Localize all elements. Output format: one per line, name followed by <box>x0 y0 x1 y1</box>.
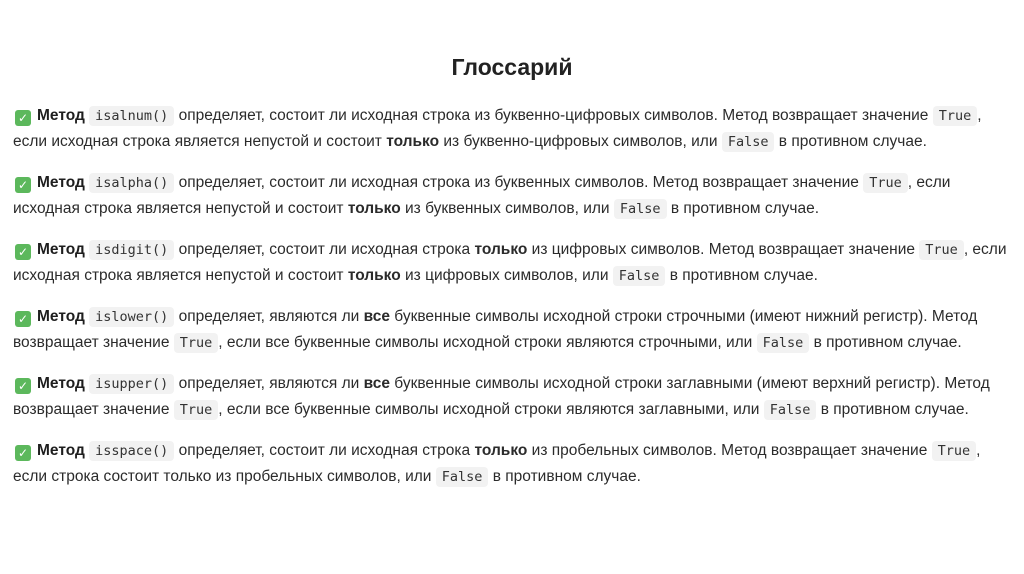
emphasis-text: только <box>474 442 528 459</box>
emphasis-text: все <box>363 375 390 392</box>
false-code: False <box>613 266 666 286</box>
glossary-entry-isspace <box>13 438 1013 490</box>
description-text: определяет, состоит ли исходная строка <box>178 241 471 258</box>
method-label: Метод <box>37 107 85 124</box>
description-text: буквенные символы исходной строки строчными (имеют нижний регистр). Метод возвращает значение <box>13 308 978 351</box>
false-code: False <box>764 400 817 420</box>
description-text: в противном случае. <box>670 200 819 217</box>
emphasis-text: только <box>474 241 528 258</box>
description-text: в противном случае. <box>778 133 927 150</box>
glossary-entry-islower <box>13 304 1013 356</box>
method-code: isalpha() <box>89 173 174 193</box>
method-code: isalnum() <box>89 106 174 126</box>
method-label: Метод <box>37 174 85 191</box>
false-code: False <box>614 199 667 219</box>
description-text: , если все буквенные символы исходной строки являются заглавными, или <box>218 401 760 418</box>
true-code: True <box>174 400 219 420</box>
method-code: isdigit() <box>89 240 174 260</box>
true-code: True <box>932 441 977 461</box>
method-label: Метод <box>37 308 85 325</box>
glossary-entry-isalpha <box>13 170 1013 222</box>
check-mark-icon: ✓ <box>15 311 31 327</box>
true-code: True <box>919 240 964 260</box>
emphasis-text: только <box>386 133 440 150</box>
glossary-entry-isupper <box>13 371 1013 423</box>
description-text: , если исходная строка является непустой и состоит <box>13 174 951 217</box>
description-text: определяет, состоит ли исходная строка из буквенно-цифровых символов. Метод возвращает значение <box>178 107 929 124</box>
glossary-entry-isdigit <box>13 237 1013 289</box>
description-text: в противном случае. <box>820 401 969 418</box>
description-text: в противном случае. <box>813 334 962 351</box>
description-text: определяет, состоит ли исходная строка <box>178 442 471 459</box>
true-code: True <box>863 173 908 193</box>
description-text: , если исходная строка является непустой и состоит <box>13 107 982 150</box>
method-label: Метод <box>37 442 85 459</box>
glossary-list <box>13 103 1013 505</box>
page-title: Глоссарий <box>451 54 573 80</box>
description-text: определяет, являются ли <box>178 308 360 325</box>
false-code: False <box>757 333 810 353</box>
description-text: из цифровых символов. Метод возвращает значение <box>531 241 915 258</box>
false-code: False <box>722 132 775 152</box>
check-mark-icon: ✓ <box>15 110 31 126</box>
true-code: True <box>174 333 219 353</box>
description-text: в противном случае. <box>492 468 641 485</box>
method-code: isupper() <box>89 374 174 394</box>
description-text: , если исходная строка является непустой и состоит <box>13 241 1007 284</box>
method-code: isspace() <box>89 441 174 461</box>
description-text: из цифровых символов, или <box>405 267 609 284</box>
description-text: определяет, являются ли <box>178 375 360 392</box>
description-text: , если все буквенные символы исходной строки являются строчными, или <box>218 334 753 351</box>
description-text: из буквенных символов, или <box>405 200 610 217</box>
check-mark-icon: ✓ <box>15 177 31 193</box>
description-text: буквенные символы исходной строки заглавными (имеют верхний регистр). Метод возвращает значение <box>13 375 990 418</box>
true-code: True <box>933 106 978 126</box>
description-text: из буквенно-цифровых символов, или <box>443 133 718 150</box>
false-code: False <box>436 467 489 487</box>
emphasis-text: все <box>363 308 390 325</box>
method-label: Метод <box>37 375 85 392</box>
description-text: из пробельных символов. Метод возвращает значение <box>531 442 928 459</box>
method-label: Метод <box>37 241 85 258</box>
method-code: islower() <box>89 307 174 327</box>
emphasis-text: только <box>347 200 401 217</box>
check-mark-icon: ✓ <box>15 445 31 461</box>
check-mark-icon: ✓ <box>15 378 31 394</box>
glossary-entry-isalnum <box>13 103 1013 155</box>
check-mark-icon: ✓ <box>15 244 31 260</box>
description-text: в противном случае. <box>669 267 818 284</box>
emphasis-text: только <box>347 267 401 284</box>
description-text: определяет, состоит ли исходная строка из буквенных символов. Метод возвращает значение <box>178 174 859 191</box>
description-text: , если строка состоит только из пробельных символов, или <box>13 442 981 485</box>
